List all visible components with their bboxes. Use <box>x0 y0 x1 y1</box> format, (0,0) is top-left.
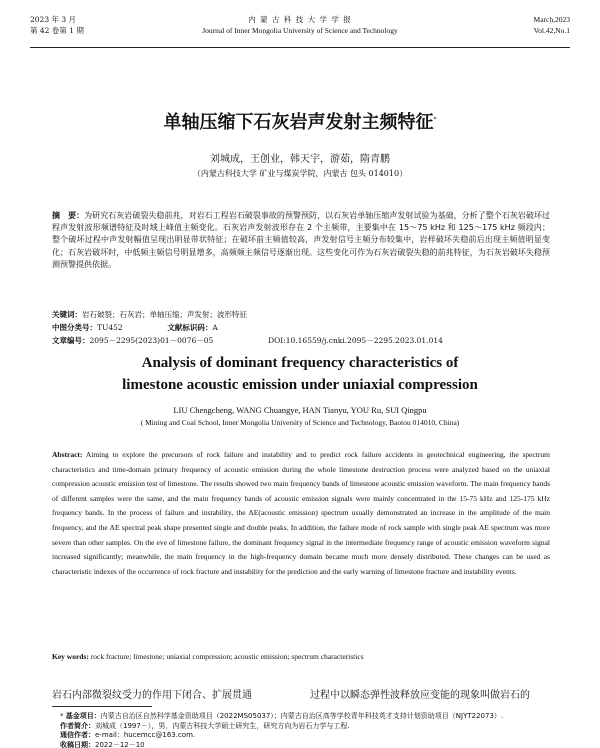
footnote-contact <box>60 731 550 741</box>
fund-mark: * <box>60 712 64 720</box>
header-date-en: March,2023 <box>533 15 570 24</box>
header-journal <box>30 14 570 36</box>
author-bio-text: 刘城成（1997－），男，内蒙古科技大学硕士研究生，研究方向为岩石力学与工程. <box>95 721 350 730</box>
doi: DOI:10.16559/j.cnki.2095－2295.2023.01.014 <box>268 336 443 345</box>
keywords-cn-label: 关键词： <box>52 310 82 319</box>
contact-text: e-mail：hucemcc@163.com. <box>95 731 196 739</box>
footnotes <box>60 712 550 748</box>
footnote-rule <box>52 706 152 707</box>
journal-name-en: Journal of Inner Mongolia University of Science and Technology <box>202 26 398 35</box>
author-bio-label: 作者简介： <box>60 721 95 730</box>
abstract-en-label: Abstract: <box>52 450 83 459</box>
abstract-en-text: Aiming to explore the precursors of rock failure and instability and to predict rock failure accidents in geotechnical engineering, the spectrum characteristics and time-domain primary frequency of acoustic emission during the whole limestone destruction process were analyzed based on the uniaxial compression acoustic emission test of limestone. The results showed two main frequency bands of limestone acoustic emission waveform. The main frequency bands of different samples were the same, and the main frequency bands of acoustic emission signals were mainly concentrated in the 15-75 kHz and 125-175 kHz frequency bands. In the process of failure and instability, the AE(acoustic emission) spectrum usually demonstrated an increase in the amplitude of the main frequency, and the AE spectral peak shape presented single and double peaks. In addition, the failure mode of rock sample with single peak AE spectrum was more severe than other samples. On the eve of limestone failure, the dominant frequency signal in the intermediate frequency range of acoustic emission waveform signal increased significantly; meanwhile, the main frequency in the high-frequency domain became much more densely distributed. These changes can be used as characteristic indexes of the occurrence of rock fracture and instability for the prediction and the early warning of limestone fracture and instability events. <box>52 450 550 576</box>
body-text-right: 过程中以瞬态弹性波释放应变能的现象叫做岩石的 <box>310 690 530 701</box>
article-number-line <box>52 335 550 346</box>
title-en-line2: limestone acoustic emission under uniaxial compression <box>122 377 478 393</box>
affiliation-cn: （内蒙古科技大学 矿业与煤炭学院，内蒙古 包头 014010） <box>192 169 408 178</box>
received-text: 2022－12－10 <box>95 740 145 748</box>
keywords-en-text: rock fracture; limestone; uniaxial compression; acoustic emission; spectrum characteristics <box>90 652 364 661</box>
fund-label: 基金项目： <box>65 712 101 720</box>
doc-code-label: 文献标识码： <box>167 323 213 332</box>
footnote-fund <box>60 712 550 722</box>
header-volume-cn: 第 42 卷第 1 期 <box>30 26 84 35</box>
title-cn-text: 单轴压缩下石灰岩声发射主频特征 <box>163 112 434 133</box>
title-cn <box>0 108 600 134</box>
title-en <box>0 352 600 396</box>
abstract-cn-label: 摘 要： <box>52 211 85 220</box>
doc-code-value: A <box>212 323 218 332</box>
footnote-author <box>60 722 550 732</box>
title-en-line1: Analysis of dominant frequency characteristics of <box>141 355 459 371</box>
clc-value: TU452 <box>97 323 123 332</box>
affiliation-en: ( Mining and Coal School, Inner Mongolia University of Science and Technology, Baotou 014010, China) <box>140 418 460 427</box>
received-label: 收稿日期： <box>60 740 95 748</box>
header-volume-en: Vol.42,No.1 <box>533 26 570 35</box>
abstract-cn <box>52 210 550 271</box>
title-footnote-mark: * <box>433 116 437 123</box>
header-date-cn: 2023 年 3 月 <box>30 15 77 24</box>
authors-cn: 刘城成，王创业，韩天宇，游茹，隋青鹏 <box>210 154 390 165</box>
keywords-cn-text: 岩石破裂；石灰岩；单轴压缩；声发射；波形特征 <box>82 310 247 319</box>
abstract-cn-text: 为研究石灰岩破裂失稳前兆，对岩石工程岩石破裂事故的预警预防，以石灰岩单轴压缩声发射试验为基础，分析了整个石灰岩破坏过程声发射波形频谱特征及时域上峰值主频变化。石灰岩声发射波形存在 2 个主频带，主要集中在 15～75 kHz 和 125～175 kHz 频段内；整个破坏过程中声发射幅值呈现出明显带状特征；在破坏前主频值较高，声发射信号主频分布较集中，岩样破坏失稳前后出现主频值明显变化；石灰岩破坏时，中低频主频信号明显增多，高频频主频信号逐渐出现。这些变化可作为石灰岩破裂失稳的前兆特征，为石灰岩破坏失稳预测预警提供依据。 <box>52 211 551 269</box>
authors-en: LIU Chengcheng, WANG Chuangye, HAN Tianyu, YOU Ru, SUI Qingpu <box>173 405 427 415</box>
header-issue-en <box>534 14 570 36</box>
clc-label: 中图分类号： <box>52 323 97 332</box>
keywords-cn <box>52 309 550 320</box>
keywords-en-label: Key words: <box>52 652 89 661</box>
journal-name-cn: 内 蒙 古 科 技 大 学 学 报 <box>248 15 352 24</box>
body-text-left: 岩石内部微裂纹受力的作用下闭合、扩展贯通 <box>52 690 252 701</box>
footnote-received <box>60 741 550 748</box>
keywords-en <box>52 652 550 661</box>
running-header <box>30 14 570 48</box>
article-no-value: 2095－2295(2023)01－0076－05 <box>89 336 214 345</box>
classification-line <box>52 322 550 333</box>
fund-text: 内蒙古自治区自然科学基金资助项目（2022MS05037）；内蒙古自治区高等学校青年科技英才支持计划资助项目（NJYT22073）. <box>100 712 504 720</box>
abstract-en <box>52 448 550 579</box>
contact-label: 通信作者： <box>60 731 95 739</box>
article-no-label: 文章编号： <box>52 336 90 345</box>
